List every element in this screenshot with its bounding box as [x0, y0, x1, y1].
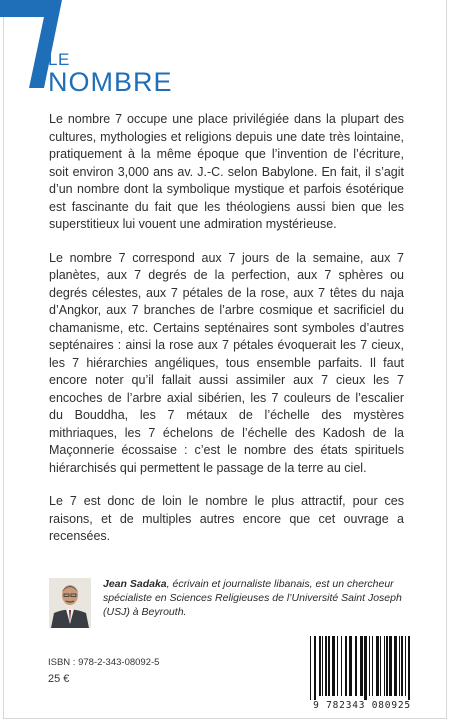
paragraph-1: Le nombre 7 occupe une place privilégiée dans la plupart des cultures, mythologies et religions depuis une date très lointaine, pratiquement à la même époque que l’invention de l’écriture, soit environ 3,000 ans av. J.-C. selon Babylone. En fait, il s’agit d’un nombre dont la symbolique mystique et parfois ésotérique est fascinante du fait que les théologiens aussi bien que les superstitieux lui vouent une admiration mystérieuse. [49, 112, 404, 231]
author-section [49, 578, 405, 630]
author-description: , écrivain et journaliste libanais, est un chercheur spécialiste en Sciences Religieuses de l’Université Saint Joseph (USJ) à Beyrouth. [103, 578, 402, 618]
price: 25 € [48, 673, 70, 685]
title-line-nombre: NOMBRE [48, 67, 173, 97]
barcode-bars [306, 636, 418, 700]
paragraph-3: Le 7 est donc de loin le nombre le plus attractif, pour ces raisons, et de multiples autres encore que cet ouvrage a recensées. [49, 494, 404, 543]
title-line-le: LE [48, 50, 70, 69]
author-bio [103, 577, 403, 619]
book-title [48, 50, 173, 96]
author-name: Jean Sadaka [103, 578, 167, 590]
paragraph-2: Le nombre 7 correspond aux 7 jours de la semaine, aux 7 planètes, aux 7 degrés de la perfection, aux 7 sphères ou degrés célestes, aux 7 pétales de la rose, aux 7 têtes du naja d’Angkor, aux 7 branches de l’arbre cosmique et sacrificiel du chamanisme, etc. Certains septénaires sont symboles d’autres septénaires : ainsi la rose aux 7 pétales évoquerait les 7 cieux, les 7 hiérarchies angéliques, tous ensemble parfaits. Il faut encore noter qu’il fallait aussi assimiler aux 7 cieux les 7 encoches de l’arbre axial sibérien, les 7 couleurs de l’escalier du Bouddha, les 7 métaux de l’échelle des mystères mithriaques, les 7 échelons de l’échelle des Kadosh de la Maçonnerie écossaise : c’est le nombre des états spirituels hiérarchisés qui permettent le passage de la terre au ciel. [49, 250, 404, 475]
isbn: ISBN : 978-2-343-08092-5 [48, 657, 160, 668]
author-photo [49, 578, 91, 628]
back-cover-text [49, 111, 404, 562]
barcode [296, 634, 428, 714]
barcode-number: 9 782343 080925 [313, 700, 411, 711]
